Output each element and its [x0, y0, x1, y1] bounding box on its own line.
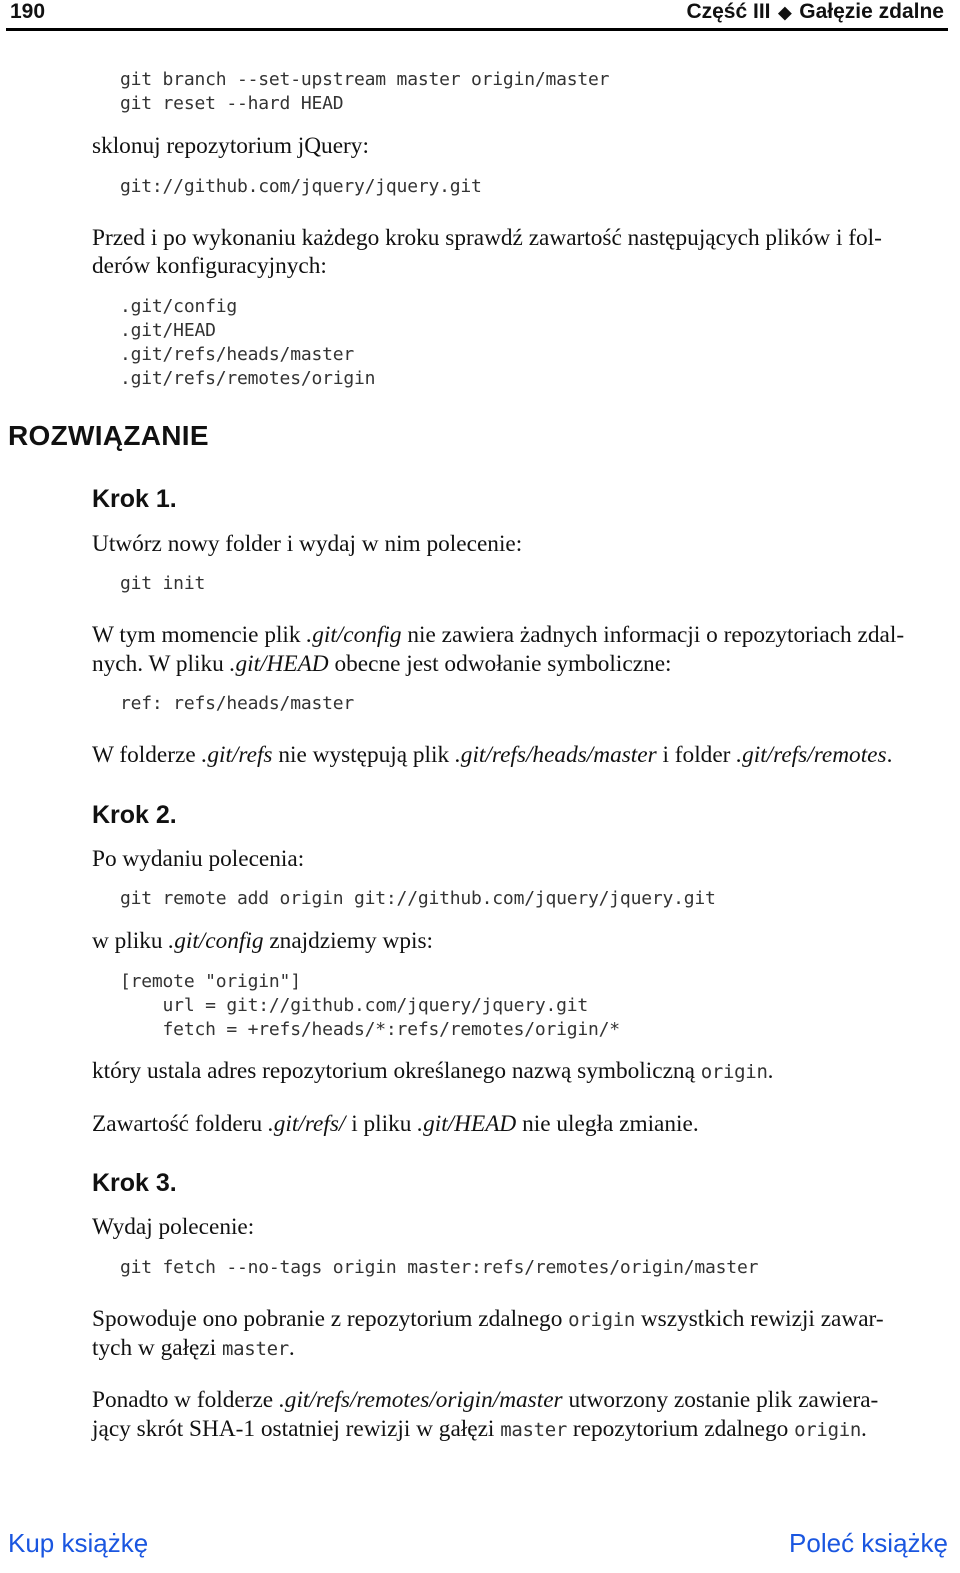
step-2-paragraph-1: w pliku .git/config znajdziemy wpis:: [92, 928, 434, 954]
step-3-paragraph-1-line-2: tych w gałęzi master.: [92, 1335, 295, 1361]
step-2-code: git remote add origin git://github.com/jquery/jquery.git: [120, 888, 716, 909]
recommend-book-link[interactable]: Poleć książkę: [789, 1528, 948, 1558]
solution-heading: ROZWIĄZANIE: [8, 420, 209, 451]
step-1-code: git init: [120, 573, 206, 594]
paragraph-clone: sklonuj repozytorium jQuery:: [92, 133, 369, 159]
page-number: 190: [10, 0, 46, 23]
step-2-paragraph-3: Zawartość folderu .git/refs/ i pliku .git/HEAD nie uległa zmianie.: [92, 1111, 699, 1137]
page-header: [6, 0, 948, 31]
running-title: [686, 0, 944, 24]
buy-book-link[interactable]: Kup książkę: [8, 1528, 149, 1558]
chapter-label: Część III: [686, 0, 771, 23]
step-1-paragraph-line-2: nych. W pliku .git/HEAD obecne jest odwołanie symboliczne:: [92, 651, 672, 677]
step-2-heading: Krok 2.: [92, 801, 177, 829]
diamond-icon: ◆: [778, 3, 792, 22]
code-clone-url: git://github.com/jquery/jquery.git: [120, 176, 482, 197]
step-3-code: git fetch --no-tags origin master:refs/remotes/origin/master: [120, 1257, 759, 1278]
step-2-code-config: [remote "origin"] url = git://github.com/jquery/jquery.git fetch = +refs/heads/*:refs/remotes/origin/*: [120, 971, 620, 1040]
step-2-intro: Po wydaniu polecenia:: [92, 846, 305, 872]
step-3-heading: Krok 3.: [92, 1169, 177, 1197]
step-3-intro: Wydaj polecenie:: [92, 1214, 255, 1240]
paragraph-check-line-2: derów konfiguracyjnych:: [92, 253, 327, 279]
step-1-paragraph-line-1: W tym momencie plik .git/config nie zawiera żadnych informacji o repozytoriach zdal-: [92, 622, 905, 648]
step-2-paragraph-2: który ustala adres repozytorium określanego nazwą symboliczną origin.: [92, 1058, 774, 1084]
step-3-paragraph-2-line-2: jący skrót SHA-1 ostatniej rewizji w gałęzi master repozytorium zdalnego origin.: [92, 1416, 867, 1442]
section-label: Gałęzie zdalne: [799, 0, 944, 23]
paragraph-check-line-1: Przed i po wykonaniu każdego kroku sprawdź zawartość następujących plików i fol-: [92, 225, 882, 251]
step-1-paragraph-2: W folderze .git/refs nie występują plik .git/refs/heads/master i folder .git/refs/remotes.: [92, 742, 893, 768]
code-files-list: .git/config .git/HEAD .git/refs/heads/master .git/refs/remotes/origin: [120, 296, 376, 389]
step-3-paragraph-1-line-1: Spowoduje ono pobranie z repozytorium zdalnego origin wszystkich rewizji zawar-: [92, 1306, 884, 1332]
step-3-paragraph-2-line-1: Ponadto w folderze .git/refs/remotes/origin/master utworzony zostanie plik zawiera-: [92, 1387, 879, 1413]
step-1-heading: Krok 1.: [92, 485, 177, 513]
step-1-intro: Utwórz nowy folder i wydaj w nim polecenie:: [92, 531, 523, 557]
step-1-code-ref: ref: refs/heads/master: [120, 693, 355, 714]
code-setup: git branch --set-upstream master origin/master git reset --hard HEAD: [120, 69, 610, 114]
